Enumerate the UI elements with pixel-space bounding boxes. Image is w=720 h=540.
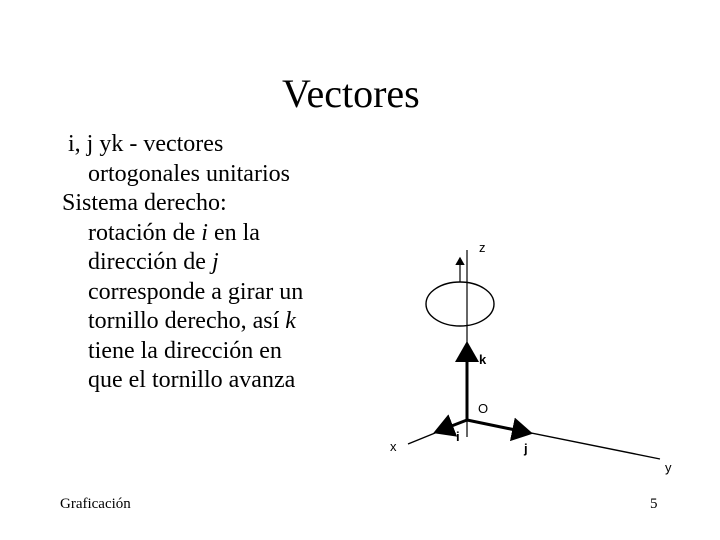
body-line-1: i, j yk - vectores bbox=[68, 131, 224, 157]
k-label: k bbox=[479, 352, 487, 367]
body-line-2: ortogonales unitarios bbox=[88, 160, 290, 187]
body-line-5: dirección de j bbox=[88, 249, 219, 275]
body-line-6: corresponde a girar un bbox=[88, 278, 304, 305]
rotation-ellipse bbox=[426, 282, 494, 326]
body-line-3: Sistema derecho: bbox=[62, 190, 227, 216]
i-vector bbox=[436, 420, 467, 432]
slide-body bbox=[62, 130, 303, 396]
j-vector bbox=[467, 420, 530, 433]
z-label: z bbox=[479, 240, 486, 255]
footer-page-number: 5 bbox=[650, 496, 658, 512]
body-line-8: tiene la dirección en bbox=[88, 337, 282, 364]
j-label: j bbox=[524, 441, 528, 456]
body-line-4: rotación de i en la bbox=[88, 219, 260, 246]
origin-label: O bbox=[478, 401, 489, 416]
y-label: y bbox=[665, 460, 672, 475]
x-label: x bbox=[390, 439, 397, 454]
i-label: i bbox=[456, 429, 460, 444]
coordinate-axes-diagram bbox=[378, 232, 698, 482]
body-line-9: que el tornillo avanza bbox=[88, 367, 296, 393]
body-line-7: tornillo derecho, así k bbox=[88, 308, 296, 334]
footer-course-name: Graficación bbox=[60, 496, 131, 512]
slide-title: Vectores bbox=[282, 71, 420, 116]
